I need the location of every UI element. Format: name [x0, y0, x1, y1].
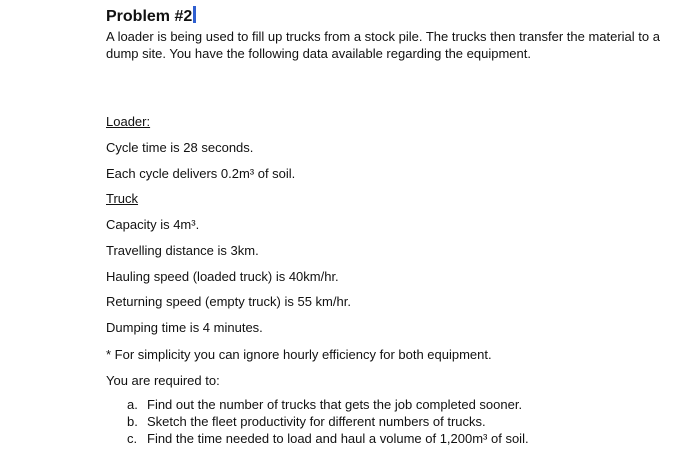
- problem-intro: A loader is being used to fill up trucks from a stock pile. The trucks then transfer the material to a dump site. You have the following data available regarding the equipment.: [106, 29, 660, 61]
- truck-heading: Truck: [106, 191, 139, 206]
- loader-heading: Loader:: [106, 114, 151, 129]
- task-item: [127, 430, 529, 447]
- problem-title-text: Problem #2: [106, 8, 193, 25]
- problem-block: [106, 6, 666, 62]
- task-list: [127, 396, 529, 447]
- required-intro: You are required to:: [106, 373, 220, 388]
- truck-dumping-time: Dumping time is 4 minutes.: [106, 320, 263, 335]
- task-text: Find the time needed to load and haul a volume of 1,200m³ of soil.: [147, 431, 529, 446]
- loader-delivery: Each cycle delivers 0.2m³ of soil.: [106, 166, 296, 181]
- problem-title: [106, 6, 666, 28]
- task-marker: b.: [127, 414, 138, 429]
- task-item: [127, 396, 529, 413]
- loader-cycle-time: Cycle time is 28 seconds.: [106, 140, 254, 155]
- task-marker: c.: [127, 431, 138, 446]
- truck-capacity: Capacity is 4m³.: [106, 217, 200, 232]
- truck-hauling-speed: Hauling speed (loaded truck) is 40km/hr.: [106, 269, 339, 284]
- task-text: Sketch the fleet productivity for different numbers of trucks.: [147, 414, 486, 429]
- task-text: Find out the number of trucks that gets the job completed sooner.: [147, 397, 523, 412]
- truck-returning-speed: Returning speed (empty truck) is 55 km/hr.: [106, 294, 351, 309]
- truck-distance: Travelling distance is 3km.: [106, 243, 259, 258]
- text-cursor: [193, 6, 196, 23]
- task-marker: a.: [127, 397, 138, 412]
- task-item: [127, 413, 529, 430]
- simplicity-note: * For simplicity you can ignore hourly efficiency for both equipment.: [106, 347, 492, 362]
